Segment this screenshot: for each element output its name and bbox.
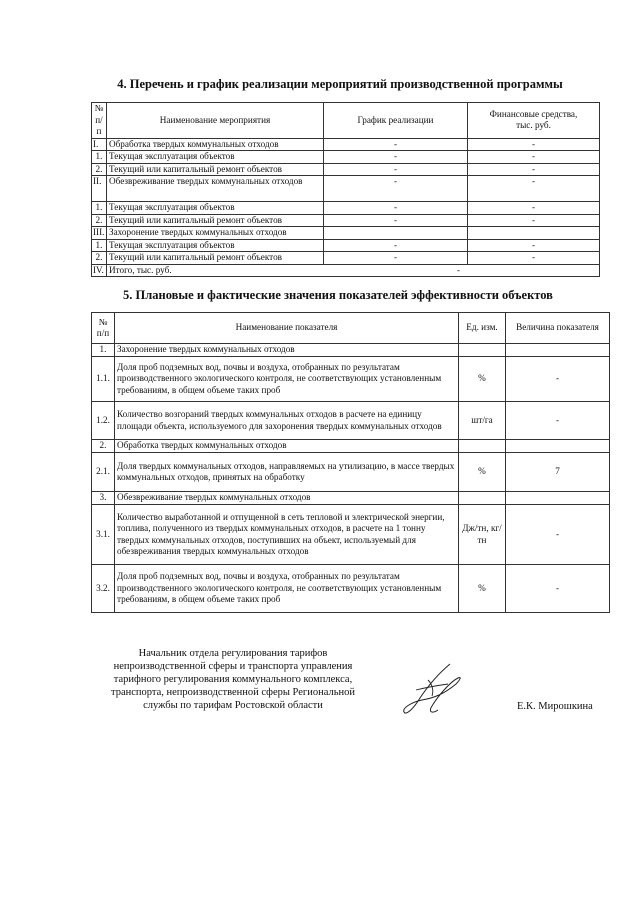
- total-value: -: [457, 264, 461, 275]
- header-num: № п/п: [92, 103, 107, 139]
- table-header-row: [92, 313, 610, 344]
- table-row: 1. Текущая эксплуатация объектов - -: [92, 202, 600, 215]
- activities-table: [91, 102, 600, 277]
- header-num: № п/п: [92, 313, 115, 344]
- table-row: I. Обработка твердых коммунальных отходов - -: [92, 138, 600, 151]
- header-indicator-name: Наименование показателя: [115, 313, 459, 344]
- header-unit: Ед. изм.: [459, 313, 506, 344]
- table-row: 3. Обезвреживание твердых коммунальных отходов: [92, 492, 610, 505]
- table-row: 2. Текущий или капитальный ремонт объектов - -: [92, 214, 600, 227]
- table-header-row: [92, 103, 600, 139]
- table-row: 1. Текущая эксплуатация объектов - -: [92, 151, 600, 164]
- table-row: 1.1. Доля проб подземных вод, почвы и воздуха, отобранных по результатам производственного экологического контроля, не соответствующих установленным требованиям, в общем объеме таких проб % -: [92, 357, 610, 402]
- header-finance: Финансовые средства, тыс. руб.: [468, 103, 600, 139]
- signatory-name: Е.К. Мирошкина: [517, 701, 593, 712]
- table-row: 2. Текущий или капитальный ремонт объектов - -: [92, 163, 600, 176]
- total-row: IV. Итого, тыс. руб. -: [92, 264, 600, 277]
- table-row: 1. Текущая эксплуатация объектов - -: [92, 239, 600, 252]
- table-row: II. Обезвреживание твердых коммунальных отходов - -: [92, 176, 600, 202]
- table-row: 3.2. Доля проб подземных вод, почвы и воздуха, отобранных по результатам производственного экологического контроля, не соответствующих установленным требованиям, в общем объеме таких проб % -: [92, 565, 610, 613]
- indicators-table: [91, 312, 610, 613]
- table-row: 2. Текущий или капитальный ремонт объектов - -: [92, 252, 600, 265]
- header-activity-name: Наименование мероприятия: [107, 103, 324, 139]
- table-row: 2. Обработка твердых коммунальных отходов: [92, 440, 610, 453]
- signatory-title: Начальник отдела регулирования тарифов непроизводственной сферы и транспорта управления тарифного регулирования коммунального комплекса, транспорта, непроизводственной сферы Региональной службы по тарифам Ростовской области: [110, 648, 355, 711]
- table-row: 3.1. Количество выработанной и отпущенной в сеть тепловой и электрической энергии, топлива, полученного из твердых коммунальных отходов, в расчете на 1 тонну твердых коммунальных отходов, поступивших на объект, используемый для обезвреживания твердых коммунальных отходов Дж/тн, кг/тн -: [92, 505, 610, 565]
- handwritten-signature: [398, 660, 473, 722]
- table-row: 1. Захоронение твердых коммунальных отходов: [92, 344, 610, 357]
- table-row: III. Захоронение твердых коммунальных отходов: [92, 227, 600, 240]
- header-value: Величина показателя: [506, 313, 610, 344]
- header-schedule: График реализации: [324, 103, 468, 139]
- section-4-title: 4. Перечень и график реализации мероприятий производственной программы: [117, 77, 563, 91]
- table-row: 1.2. Количество возгораний твердых коммунальных отходов в расчете на единицу площади объекта, используемого для захоронения твердых коммунальных отходов шт/га -: [92, 402, 610, 440]
- table-row: 2.1. Доля твердых коммунальных отходов, направляемых на утилизацию, в массе твердых коммунальных отходов, принятых на обработку % 7: [92, 453, 610, 492]
- section-5-title: 5. Плановые и фактические значения показателей эффективности объектов: [123, 288, 553, 302]
